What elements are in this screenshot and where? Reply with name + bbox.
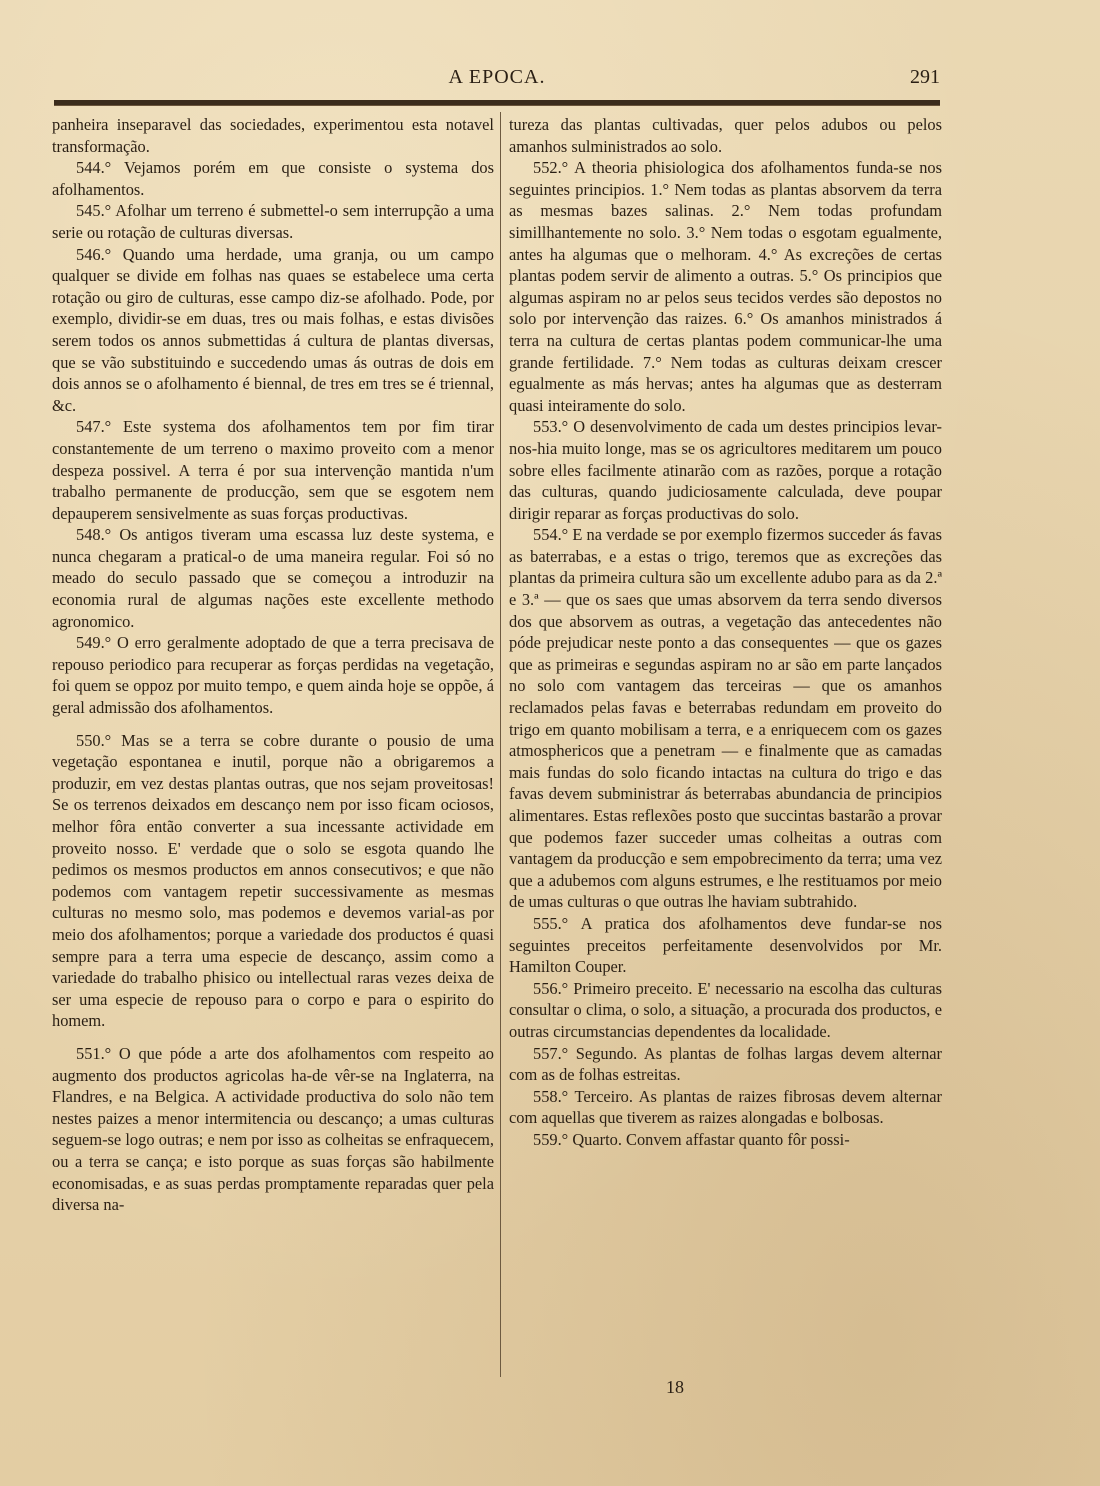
paragraph-557: 557.° Segundo. As plantas de folhas largas devem alternar com as de folhas estreitas. [509, 1043, 942, 1085]
left-column [52, 114, 494, 1216]
paragraph-546: 546.° Quando uma herdade, uma granja, ou um campo qualquer se divide em folhas nas quaes se estabelece uma certa rotação ou giro de culturas, esse campo diz-se afolhado. Pode, por exemplo, dividir-se em duas, tres ou mais folhas, e estas divisões serem todos os annos submettidas á cultura de plantas diversas, que se vão substituindo e succedendo umas ás outras de dois em dois annos se o afolhamento é biennal, de tres em tres se é triennal, &c. [52, 244, 494, 415]
paragraph-544: 544.° Vejamos porém em que consiste o systema dos afolhamentos. [52, 158, 494, 199]
paragraph-553: 553.° O desenvolvimento de cada um destes principios levar-nos-hia muito longe, mas se os agricultores meditarem um pouco sobre elles facilmente atinarão com as razões, porque a rotação das culturas, quando judiciosamente calculada, deve poupar dirigir reparar as forças productivas do solo. [509, 417, 942, 523]
header-rule [54, 100, 940, 106]
column-divider [500, 112, 501, 1377]
right-column [509, 114, 942, 1151]
paragraph-550: 550.° Mas se a terra se cobre durante o pousio de uma vegetação espontanea e inutil, porque não a obrigaremos a produzir, em vez destas plantas outras, que nos sejam proveitosas! Se os terrenos deixados em descanço nem por isso ficam ociosos, melhor fôra então converter a sua incessante actividade em proveito nosso. E' verdade que o solo se esgota quando lhe pedimos os mesmos productos em annos consecutivos; e que não podemos com vantagem repetir successivamente as mesmas culturas no mesmo solo, mas podemos e devemos varial-as por meio dos afolhamentos; porque a variedade dos productos é quasi sempre para a terra uma especie de descanço, assim como a variedade do trabalho phisico ou intellectual raras vezes deixa de ser uma especie de repouso para o corpo e para o espirito do homem. [52, 730, 494, 1031]
paragraph: tureza das plantas cultivadas, quer pelos adubos ou pelos amanhos sulministrados ao solo. [509, 115, 942, 156]
page-number: 291 [910, 66, 940, 88]
paragraph-556: 556.° Primeiro preceito. E' necessario na escolha das culturas consultar o clima, o solo, a situação, a procurada dos productos, e outras circumstancias dependentes da localidade. [509, 978, 942, 1041]
paragraph-552: 552.° A theoria phisiologica dos afolhamentos funda-se nos seguintes principios. 1.° Nem todas as plantas absorvem da terra as mesmas bazes salinas. 2.° Nem todas profundam simillhantemente no solo. 3.° Nem todas o esgotam egualmente, antes ha algumas que o melhoram. 4.° As excreções de certas plantas podem servir de alimento a outras. 5.° Os principios que algumas aspiram no ar pelos seus tecidos verdes são depostos no solo por intervenção das raizes. 6.° Os amanhos ministrados á terra na cultura de certas plantas podem communicar-lhe uma grande fertilidade. 7.° Nem todas as culturas deixam crescer egualmente as más hervas; antes ha algumas que as desterram quasi inteiramente do solo. [509, 158, 942, 415]
printer-signature-mark: 18 [666, 1377, 684, 1397]
paragraph-548: 548.° Os antigos tiveram uma escassa luz deste systema, e nunca chegaram a pratical-o de uma maneira regular. Foi só no meado do seculo passado que se começou a introduzir na economia rural de algumas nações este excellente methodo agronomico. [52, 525, 494, 631]
paragraph-554: 554.° E na verdade se por exemplo fizermos succeder ás favas as baterrabas, e a estas o trigo, teremos que as excreções das plantas da primeira cultura são um excellente adubo para as da 2.ª e 3.ª — que os saes que umas absorvem da terra sendo diversos dos que absorvem as outras, a vegetação das antecedentes não póde prejudicar neste ponto a das consequentes — que os gazes que as primeiras e segundas aspiram no ar são em parte lançados no solo com vantagem das terceiras — que os amanhos reclamados pelas favas e beterrabas redundam em proveito do trigo em quanto mobilisam a terra, e a enriquecem com os gazes atmosphericos que a penetram — e finalmente que as camadas mais fundas do solo ficando intactas na cultura do trigo e das favas devem subministrar ás beterrabas abundancia de principios alimentares. Estas reflexões posto que succintas bastarão a provar que podemos fazer succeder umas colheitas a outras com vantagem da producção e sem empobrecimento da terra; uma vez que a adubemos com alguns estrumes, e lhe restituamos por meio de umas culturas o que outras lhe haviam subtrahido. [509, 525, 942, 912]
paragraph-545: 545.° Afolhar um terreno é submettel-o sem interrupção a uma serie ou rotação de culturas diversas. [52, 201, 494, 242]
paragraph-547: 547.° Este systema dos afolhamentos tem por fim tirar constantemente de um terreno o maximo proveito com a menor despeza possivel. A terra é por sua intervenção mantida n'um trabalho permanente de producção, sem que se esgotem nem depauperem sensivelmente as suas forças productivas. [52, 417, 494, 523]
page-header [54, 66, 940, 94]
paragraph: panheira inseparavel das sociedades, experimentou esta notavel transformação. [52, 115, 494, 156]
paragraph-558: 558.° Terceiro. As plantas de raizes fibrosas devem alternar com aquellas que tiverem as raizes alongadas e bolbosas. [509, 1086, 942, 1128]
paragraph-559: 559.° Quarto. Convem affastar quanto fôr possi- [533, 1129, 850, 1149]
publication-title: A EPOCA. [448, 66, 546, 88]
paragraph-549: 549.° O erro geralmente adoptado de que a terra precisava de repouso periodico para recuperar as forças perdidas na vegetação, foi quem se oppoz por muito tempo, e quem ainda hoje se oppõe, á geral admissão dos afolhamentos. [52, 633, 494, 718]
paragraph-555: 555.° A pratica dos afolhamentos deve fundar-se nos seguintes preceitos perfeitamente desenvolvidos por Mr. Hamilton Couper. [509, 913, 942, 977]
paragraph-551: 551.° O que póde a arte dos afolhamentos com respeito ao augmento dos productos agricolas ha-de vêr-se na Inglaterra, na Flandres, e na Belgica. A actividade productiva do solo não tem nestes paizes a menor intermitencia ou descanço; a umas culturas seguem-se logo outras; e nem por isso as colheitas se enfraquecem, ou a terra se cança; e isto porque as suas forças são habilmente economisadas, e as suas perdas promptamente reparadas quer pela diversa na- [52, 1043, 494, 1215]
